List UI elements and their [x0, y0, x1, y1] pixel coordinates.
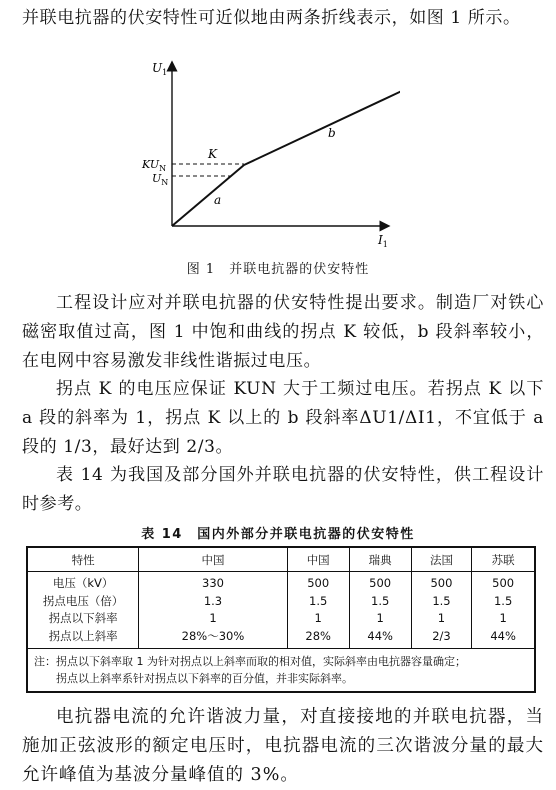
y-axis-label: $U_1$	[152, 61, 168, 77]
table-header-row	[27, 547, 535, 572]
table-cell: 44%	[349, 628, 411, 649]
header-sweden: 瑞典	[349, 547, 411, 572]
segment-b-label: b	[328, 126, 336, 140]
table-cell: 2/3	[411, 628, 472, 649]
table-row	[27, 610, 535, 628]
table-cell: 1.5	[349, 593, 411, 611]
figure-1-volt-ampere-chart	[140, 58, 400, 256]
intro-paragraph: 并联电抗器的伏安特性可近似地由两条折线表示，如图 1 所示。	[22, 8, 521, 28]
segment-a-label: a	[214, 193, 222, 207]
table-row	[27, 593, 535, 611]
x-axis-label: $I_1$	[378, 233, 388, 249]
knee-k-label: K	[208, 147, 217, 161]
table-cell: 330	[139, 572, 287, 593]
tick-kun-label: $KU_N$	[142, 158, 167, 173]
header-ussr: 苏联	[472, 547, 535, 572]
header-france: 法国	[411, 547, 472, 572]
row-label: 拐点以下斜率	[48, 611, 118, 625]
tick-un-label: $U_N$	[152, 172, 169, 187]
table-cell: 28%～30%	[139, 628, 287, 649]
table-cell: 1	[139, 610, 287, 628]
table-cell: 1.5	[411, 593, 472, 611]
table-note-line-1: 注：拐点以下斜率取 1 为针对拐点以上斜率而取的相对值，实际斜率由电抗器容量确定；	[34, 655, 466, 668]
reference-paragraph: 表 14 为我国及部分国外并联电抗器的伏安特性，供工程设计时参考。	[22, 465, 544, 514]
volt-ampere-table	[26, 546, 536, 693]
table-cell: 1.5	[287, 593, 349, 611]
table-cell: 28%	[287, 628, 349, 649]
table-cell: 500	[472, 572, 535, 593]
table-cell: 1.5	[472, 593, 535, 611]
segment-a-line	[172, 165, 244, 226]
figure-caption: 图 1 并联电抗器的伏安特性	[186, 262, 370, 277]
row-label: 拐点电压（倍）	[42, 593, 124, 608]
table-caption: 表 14 国内外部分并联电抗器的伏安特性	[141, 527, 415, 542]
table-cell: 500	[349, 572, 411, 593]
table-note-row	[27, 649, 535, 693]
table-row	[27, 572, 535, 593]
header-characteristic: 特性	[27, 547, 139, 572]
table-cell: 1.3	[139, 593, 287, 611]
table-cell: 1	[411, 610, 472, 628]
table-row	[27, 628, 535, 649]
header-china-1: 中国	[139, 547, 287, 572]
design-paragraph: 工程设计应对并联电抗器的伏安特性提出要求。制造厂对铁心磁密取值过高，图 1 中饱和曲线的拐点 K 较低，b 段斜率较小，在电网中容易激发非线性谐振过电压。	[22, 293, 544, 371]
table-note-line-2: 拐点以上斜率系针对拐点以下斜率的百分值，并非实际斜率。	[34, 672, 353, 685]
table-cell: 1	[287, 610, 349, 628]
table-cell: 1	[349, 610, 411, 628]
table-cell: 1	[472, 610, 535, 628]
row-label: 拐点以上斜率	[48, 628, 118, 643]
table-note	[27, 649, 535, 693]
segment-b-line	[244, 89, 400, 165]
header-china-2: 中国	[287, 547, 349, 572]
harmonic-paragraph: 电抗器电流的允许谐波力量，对直接接地的并联电抗器，当施加正弦波形的额定电压时，电抗器电流的三次谐波分量的最大允许峰值为基波分量峰值的 3%。	[22, 707, 544, 785]
table-cell: 500	[287, 572, 349, 593]
table-cell: 44%	[472, 628, 535, 649]
knee-paragraph: 拐点 K 的电压应保证 KUN 大于工频过电压。若拐点 K 以下 a 段的斜率为 1，拐点 K 以上的 b 段斜率ΔU1/ΔI1，不宜低于 a 段的 1/3，最好达到 2/3。	[22, 379, 544, 457]
table-cell: 500	[411, 572, 472, 593]
row-label: 电压（kV）	[52, 576, 114, 590]
